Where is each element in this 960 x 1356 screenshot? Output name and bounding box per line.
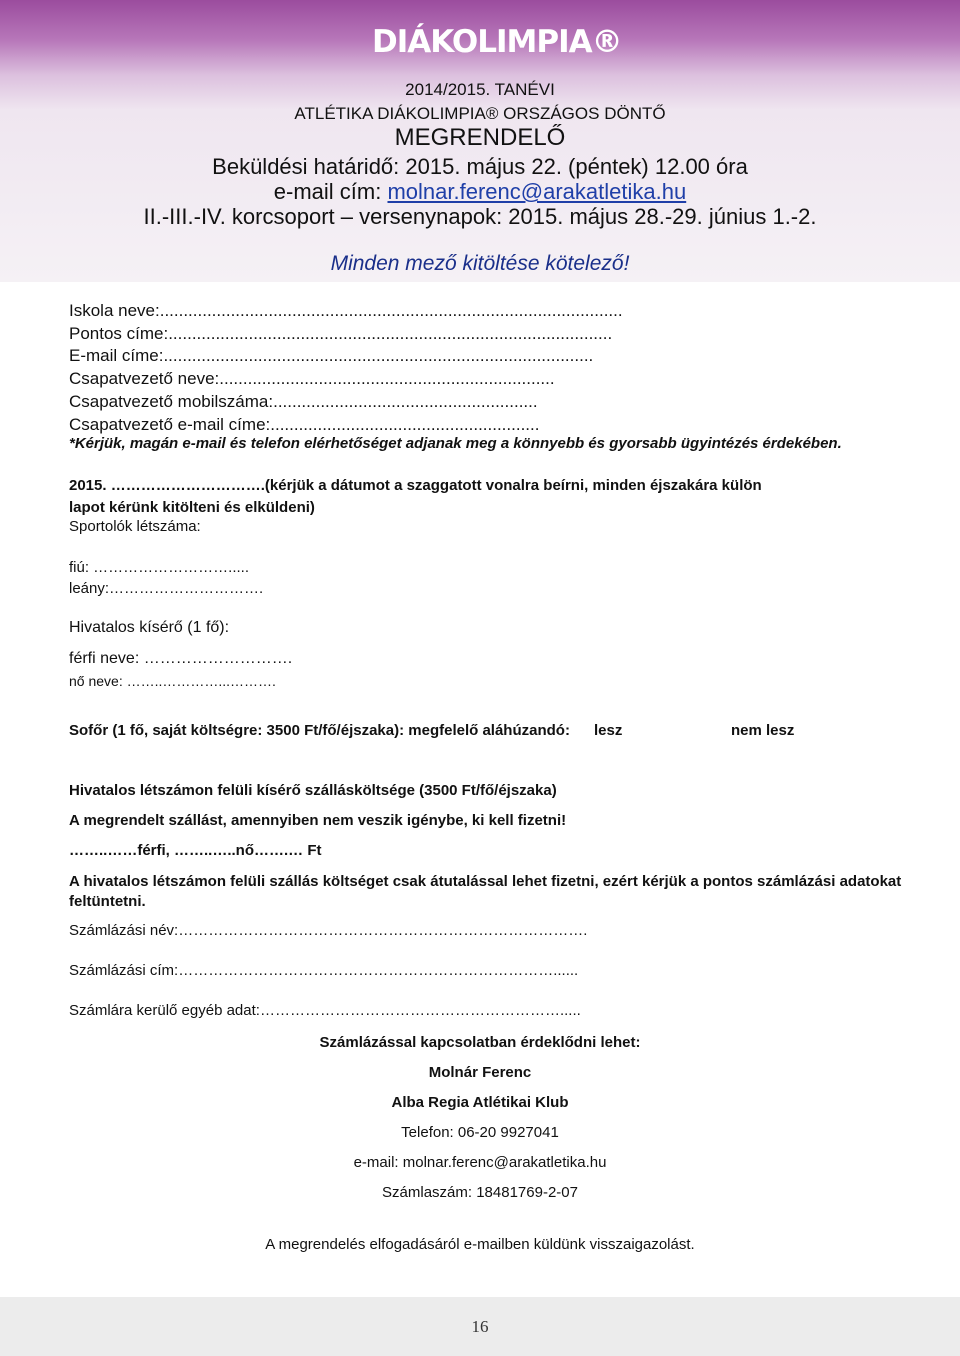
- page-title: MEGRENDELŐ: [394, 124, 566, 151]
- driver-question: Sofőr (1 fő, saját költségre: 3500 Ft/fő/éjszaka): megfelelő aláhúzandó:: [69, 722, 570, 739]
- contact-phone: Telefon: 06-20 9927041: [401, 1124, 559, 1141]
- contact-club: Alba Regia Atlétikai Klub: [391, 1094, 569, 1111]
- date-line: [69, 477, 762, 494]
- girls-count-field[interactable]: leány:………………………….: [69, 580, 264, 597]
- payment-note: A hivatalos létszámon felüli szállás költséget csak átutalással lehet fizetni, ezért kérjük a pontos számlázási adatokat: [69, 873, 902, 890]
- escort-label: Hivatalos kísérő (1 fő):: [69, 619, 230, 636]
- payment-note-cont: feltüntetni.: [69, 893, 146, 910]
- athletes-label: Sportolók létszáma:: [69, 518, 201, 535]
- escort-female-field[interactable]: nő neve: ……..…………...……….: [69, 673, 276, 689]
- email-field[interactable]: E-mail címe:...........................................................................................: [69, 346, 594, 365]
- extra-count-field[interactable]: ……..……férfi, ……..…..nő…….… Ft: [69, 842, 322, 859]
- email-line: [0, 179, 960, 205]
- cancellation-warning: A megrendelt szállást, amennyiben nem veszik igénybe, ki kell fizetni!: [69, 812, 567, 829]
- date-instruction-cont: lapot kérünk kitölteni és elküldeni): [69, 499, 315, 516]
- billing-contact-heading: Számlázással kapcsolatban érdeklődni lehet:: [319, 1034, 641, 1051]
- contact-email: e-mail: molnar.ferenc@arakatletika.hu: [353, 1154, 607, 1171]
- email-link[interactable]: molnar.ferenc@arakatletika.hu: [387, 179, 687, 204]
- required-notice: Minden mező kitöltése kötelező!: [330, 252, 630, 275]
- contact-note: *Kérjük, magán e-mail és telefon elérhetőséget adjanak meg a könnyebb és gyorsabb ügyintézés érdekében.: [69, 435, 842, 452]
- driver-no-option[interactable]: nem lesz: [731, 722, 795, 739]
- date-year: 2015.: [69, 477, 111, 494]
- extra-escort-heading: Hivatalos létszámon felüli kísérő szállásköltsége (3500 Ft/fő/éjszaka): [69, 782, 557, 799]
- leader-mobile-field[interactable]: Csapatvezető mobilszáma:........................................................: [69, 392, 538, 411]
- diakolimpia-logo: DIÁKOLIMPIA®: [372, 24, 622, 60]
- address-field[interactable]: Pontos címe:..............................................................................................: [69, 324, 613, 343]
- school-name-field[interactable]: Iskola neve:..................................................................................................: [69, 301, 623, 320]
- escort-male-field[interactable]: férfi neve: ……………………….: [69, 650, 293, 667]
- billing-address-field[interactable]: Számlázási cím:…………………………………………………………………......: [69, 962, 579, 979]
- competition-dates: II.-III.-IV. korcsoport – versenynapok: 2015. május 28.-29. június 1.-2.: [143, 204, 817, 229]
- email-label: e-mail cím:: [273, 179, 388, 204]
- deadline: Beküldési határidő: 2015. május 22. (péntek) 12.00 óra: [212, 154, 748, 179]
- event-name: ATLÉTIKA DIÁKOLIMPIA® ORSZÁGOS DÖNTŐ: [294, 104, 666, 123]
- page-number: 16: [471, 1317, 489, 1336]
- school-year: 2014/2015. TANÉVI: [405, 80, 555, 99]
- driver-yes-option[interactable]: lesz: [594, 722, 623, 739]
- bank-account: Számlaszám: 18481769-2-07: [382, 1184, 578, 1201]
- confirmation-note: A megrendelés elfogadásáról e-mailben küldünk visszaigazolást.: [265, 1236, 695, 1253]
- leader-name-field[interactable]: Csapatvezető neve:.......................................................................: [69, 369, 555, 388]
- billing-name-field[interactable]: Számlázási név:……………………………………………………………………….: [69, 922, 588, 939]
- leader-email-field[interactable]: Csapatvezető e-mail címe:.........................................................: [69, 415, 540, 434]
- date-input[interactable]: …………………………: [110, 477, 261, 494]
- contact-name: Molnár Ferenc: [428, 1064, 532, 1081]
- date-instruction: .(kérjük a dátumot a szaggatott vonalra beírni, minden éjszakára külön: [260, 477, 762, 494]
- boys-count-field[interactable]: fiú: ……………………….....: [69, 559, 250, 576]
- billing-other-field[interactable]: Számlára kerülő egyéb adat:…………………………………………………….....: [69, 1002, 581, 1019]
